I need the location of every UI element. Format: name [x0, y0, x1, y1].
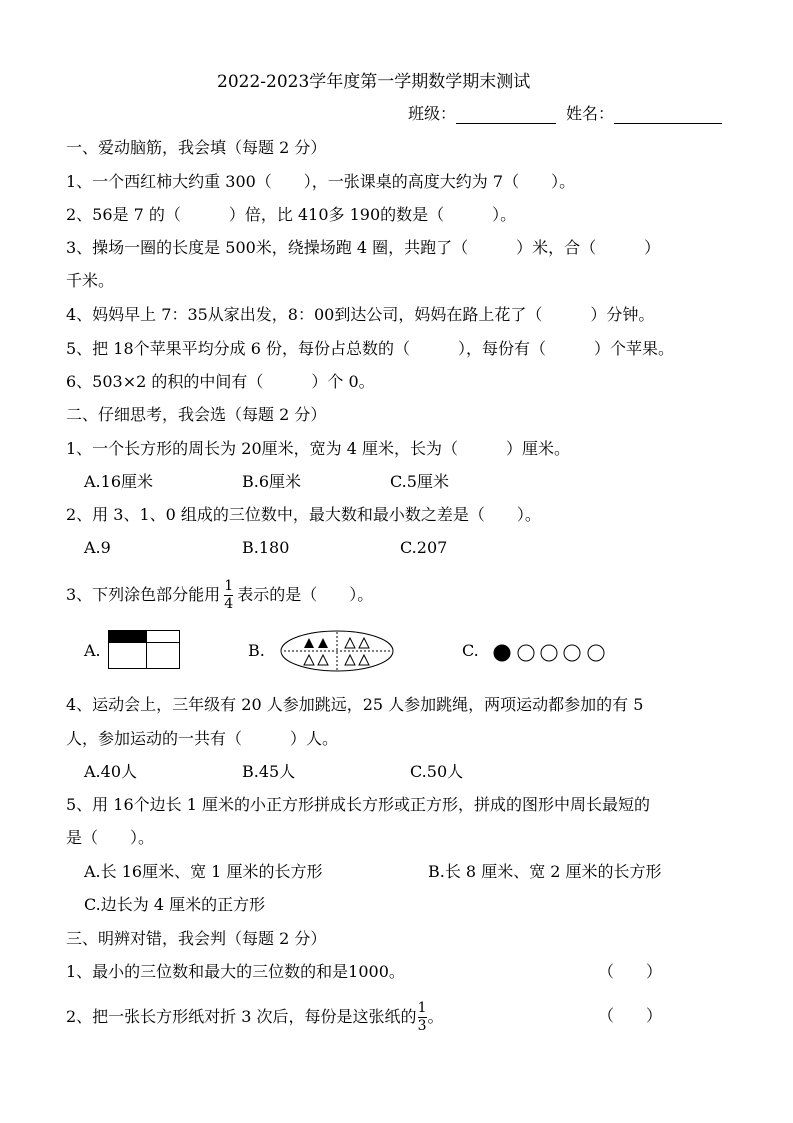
section1-heading: 一、爱动脑筋，我会填（每题 2 分） — [66, 138, 327, 157]
s2-question-2: 2、用 3、1、0 组成的三位数中，最大数和最小数之差是（ ）。 — [66, 505, 541, 524]
s3-q1-answer-paren[interactable]: （ ） — [598, 962, 663, 981]
s1-question-1: 1、一个西红柿大约重 300（ ），一张课桌的高度大约为 7（ ）。 — [66, 172, 576, 191]
s2-q3-suffix: 表示的是（ ）。 — [237, 585, 374, 604]
rect-figure-option-a — [108, 630, 180, 670]
s1-question-5: 5、把 18个苹果平均分成 6 份，每份占总数的（ ），每份有（ ）个苹果。 — [66, 339, 674, 358]
s2-q3-option-b[interactable]: B. — [248, 641, 265, 660]
s2-q4-option-b[interactable]: B.45人 — [242, 762, 296, 781]
section3-heading: 三、明辨对错，我会判（每题 2 分） — [66, 929, 327, 948]
s2-q4-option-c[interactable]: C.50人 — [410, 762, 464, 781]
s2-q3-prefix: 3、下列涂色部分能用 — [66, 585, 221, 604]
s3-q2-suffix: 。 — [427, 1007, 444, 1026]
s1-question-3: 3、操场一圈的长度是 500米，绕操场跑 4 圈，共跑了（ ）米，合（ ） — [66, 238, 661, 257]
s2-q5-option-b[interactable]: B.长 8 厘米、宽 2 厘米的长方形 — [428, 862, 662, 881]
triangle-oval-figure-option-b — [280, 630, 394, 672]
s2-q2-option-b[interactable]: B.180 — [242, 538, 290, 557]
s2-q5-option-a[interactable]: A.长 16厘米、宽 1 厘米的长方形 — [84, 862, 323, 881]
s3-q2-prefix: 2、把一张长方形纸对折 3 次后，每份是这张纸的 — [66, 1007, 417, 1026]
class-blank[interactable] — [456, 105, 556, 124]
class-label: 班级： — [408, 104, 457, 123]
s1-question-2: 2、56是 7 的（ ）倍，比 410多 190的数是（ ）。 — [66, 205, 517, 224]
fraction-one-third: $\frac{1}{3}$ — [417, 1000, 427, 1034]
s2-q2-option-a[interactable]: A.9 — [84, 538, 111, 557]
s1-question-4: 4、妈妈早上 7：35从家出发，8：00到达公司，妈妈在路上花了（ ）分钟。 — [66, 305, 655, 324]
name-field — [566, 104, 722, 124]
name-blank[interactable] — [614, 105, 722, 124]
s3-q2-answer-paren[interactable]: （ ） — [598, 1006, 663, 1025]
s2-q3-option-a[interactable]: A. — [84, 641, 101, 660]
s2-question-4: 4、运动会上，三年级有 20 人参加跳远，25 人参加跳绳，两项运动都参加的有 5 — [66, 695, 644, 714]
s2-q5-option-c[interactable]: C.边长为 4 厘米的正方形 — [84, 895, 266, 914]
s1-question-6: 6、503×2 的积的中间有（ ）个 0。 — [66, 372, 375, 391]
s2-q3-option-c[interactable]: C. — [462, 641, 479, 660]
s2-q1-option-a[interactable]: A.16厘米 — [84, 472, 154, 491]
s3-question-2 — [66, 1000, 444, 1034]
class-field — [408, 104, 556, 124]
s2-question-4-cont: 人，参加运动的一共有（ ）人。 — [66, 729, 339, 748]
s2-question-3 — [66, 578, 373, 612]
circles-figure-option-c — [493, 644, 607, 664]
name-label: 姓名： — [566, 104, 615, 123]
s2-q1-option-b[interactable]: B.6厘米 — [242, 472, 302, 491]
s2-q1-option-c[interactable]: C.5厘米 — [390, 472, 449, 491]
s2-question-1: 1、一个长方形的周长为 20厘米，宽为 4 厘米，长为（ ）厘米。 — [66, 439, 570, 458]
s2-q4-option-a[interactable]: A.40人 — [84, 762, 138, 781]
section2-heading: 二、仔细思考，我会选（每题 2 分） — [66, 405, 327, 424]
s3-question-1: 1、最小的三位数和最大的三位数的和是1000。 — [66, 962, 405, 981]
s1-question-3-cont: 千米。 — [66, 271, 115, 290]
s2-question-5: 5、用 16个边长 1 厘米的小正方形拼成长方形或正方形，拼成的图形中周长最短的 — [66, 795, 650, 814]
fraction-one-quarter: $\frac{1}{4}$ — [224, 578, 234, 612]
page-title: 2022-2023学年度第一学期数学期末测试 — [217, 72, 531, 92]
s2-q2-option-c[interactable]: C.207 — [400, 538, 448, 557]
s2-question-5-cont: 是（ ）。 — [66, 828, 155, 847]
